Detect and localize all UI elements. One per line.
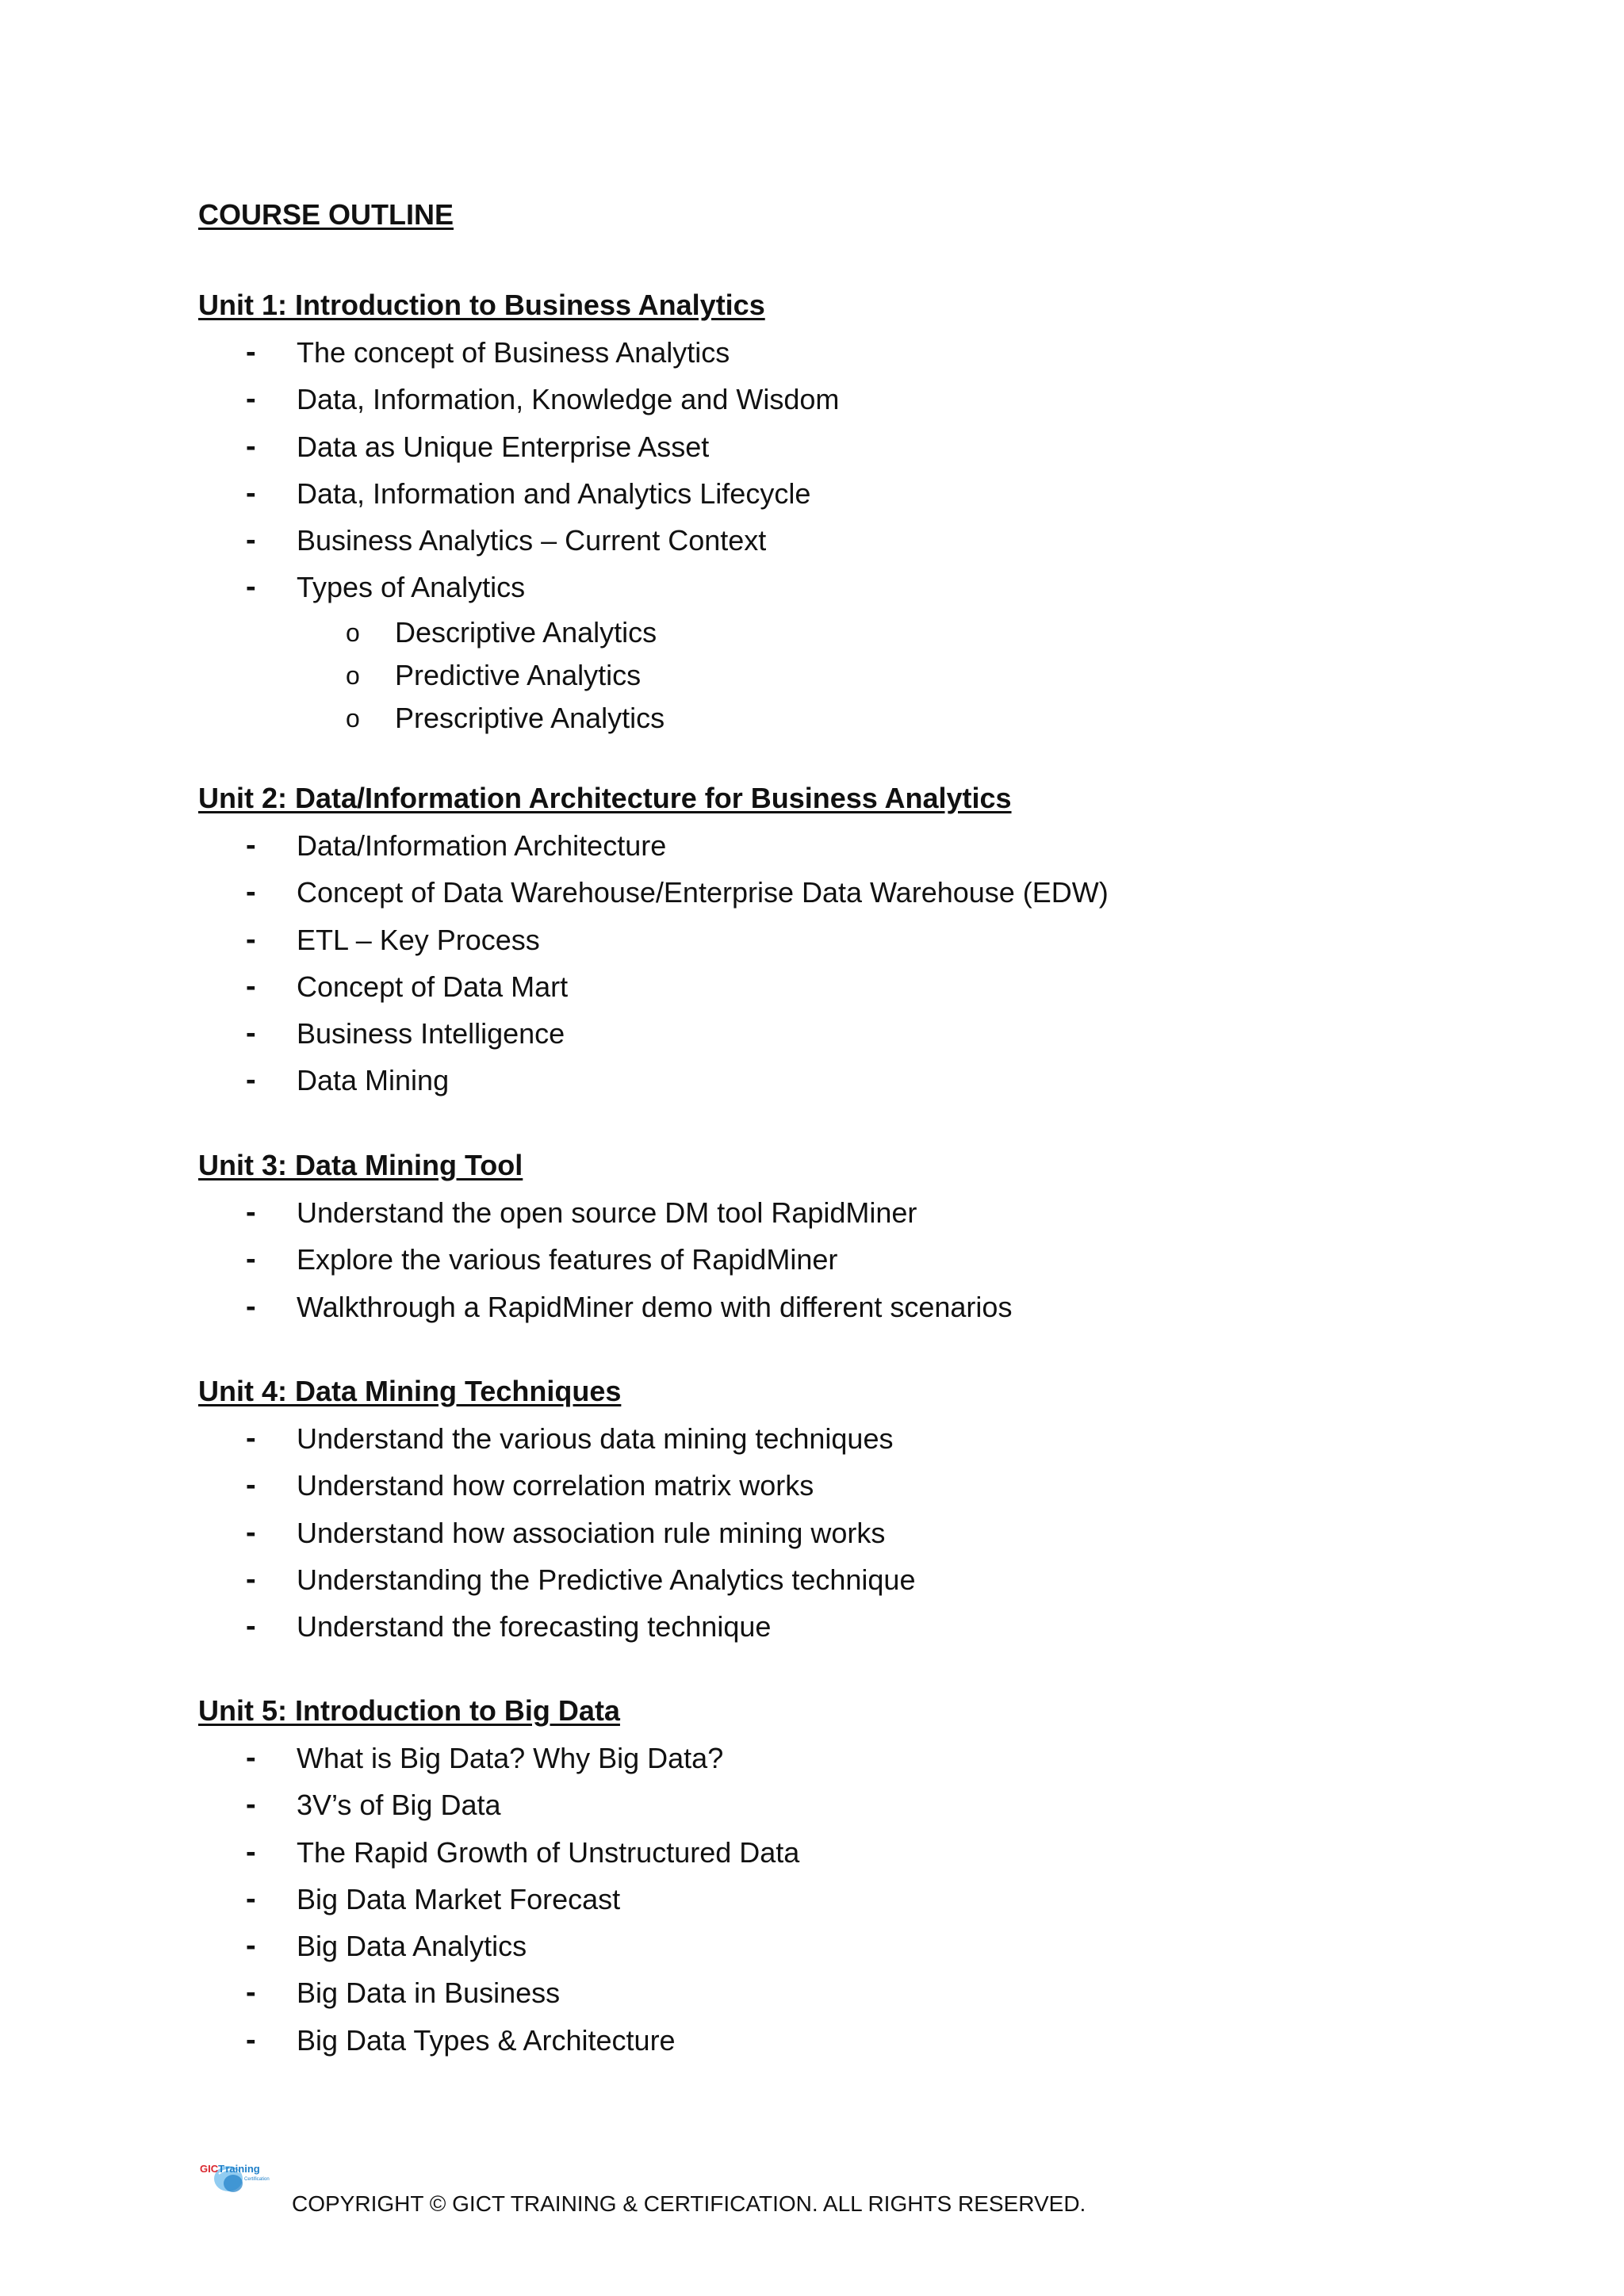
page-title: COURSE OUTLINE bbox=[198, 198, 454, 231]
unit-5 bbox=[198, 1687, 1467, 2064]
dash-bullet-icon: - bbox=[246, 969, 256, 1003]
list-item-text: Big Data Types & Architecture bbox=[297, 2023, 676, 2057]
list-item-text: Big Data in Business bbox=[297, 1976, 561, 2010]
list-item-text: Data, Information and Analytics Lifecycle bbox=[297, 476, 811, 510]
list-item-text: Big Data Analytics bbox=[297, 1930, 527, 1963]
list-item bbox=[198, 1876, 1467, 1923]
unit-heading: Unit 3: Data Mining Tool bbox=[198, 1149, 523, 1181]
dash-bullet-icon: - bbox=[246, 1741, 256, 1774]
dash-bullet-icon: - bbox=[246, 875, 256, 909]
list-item bbox=[198, 423, 1467, 470]
list-item bbox=[198, 1556, 1467, 1603]
list-item bbox=[198, 517, 1467, 564]
dash-bullet-icon: - bbox=[246, 1016, 256, 1050]
dash-bullet-icon: - bbox=[246, 1976, 256, 2010]
bullet-list bbox=[198, 1735, 1467, 2064]
dash-bullet-icon: - bbox=[246, 523, 256, 557]
list-item-text: Understand the open source DM tool RapidMiner bbox=[297, 1196, 917, 1229]
list-item bbox=[198, 1462, 1467, 1509]
list-item-text: 3V’s of Big Data bbox=[297, 1789, 501, 1822]
dash-bullet-icon: - bbox=[246, 1196, 256, 1229]
list-item-text: The concept of Business Analytics bbox=[297, 336, 730, 369]
copyright-notice: COPYRIGHT © GICT TRAINING & CERTIFICATION. ALL RIGHTS RESERVED. bbox=[292, 2191, 1086, 2216]
sub-list-item bbox=[198, 611, 1467, 654]
dash-bullet-icon: - bbox=[246, 828, 256, 862]
list-item-text: Understand the various data mining techniques bbox=[297, 1422, 894, 1455]
list-item bbox=[198, 1057, 1467, 1104]
unit-heading: Unit 5: Introduction to Big Data bbox=[198, 1694, 620, 1727]
dash-bullet-icon: - bbox=[246, 1242, 256, 1276]
dash-bullet-icon: - bbox=[246, 1515, 256, 1549]
list-item-text: Business Analytics – Current Context bbox=[297, 524, 767, 557]
sub-list-item-text: Predictive Analytics bbox=[395, 658, 642, 691]
dash-bullet-icon: - bbox=[246, 1422, 256, 1455]
dash-bullet-icon: - bbox=[246, 570, 256, 604]
list-item bbox=[198, 1781, 1467, 1828]
list-item bbox=[198, 1415, 1467, 1462]
circle-bullet-icon: o bbox=[346, 618, 360, 647]
dash-bullet-icon: - bbox=[246, 1788, 256, 1822]
list-item-text: Walkthrough a RapidMiner demo with different scenarios bbox=[297, 1290, 1013, 1323]
list-item bbox=[198, 1189, 1467, 1236]
bullet-list bbox=[198, 1415, 1467, 1650]
list-item bbox=[198, 869, 1467, 916]
list-item bbox=[198, 1510, 1467, 1556]
dash-bullet-icon: - bbox=[246, 1609, 256, 1644]
dash-bullet-icon: - bbox=[246, 1468, 256, 1502]
page-footer bbox=[198, 2153, 1467, 2233]
list-item-text: Big Data Market Forecast bbox=[297, 1882, 621, 1915]
list-item-text: Concept of Data Warehouse/Enterprise Data Warehouse (EDW) bbox=[297, 876, 1109, 909]
unit-heading: Unit 1: Introduction to Business Analytics bbox=[198, 289, 765, 321]
dash-bullet-icon: - bbox=[246, 1835, 256, 1869]
dash-bullet-icon: - bbox=[246, 1929, 256, 1963]
circle-bullet-icon: o bbox=[346, 703, 360, 733]
list-item-text: What is Big Data? Why Big Data? bbox=[297, 1742, 724, 1774]
list-item bbox=[198, 1236, 1467, 1283]
list-item bbox=[198, 1010, 1467, 1057]
unit-4 bbox=[198, 1368, 1467, 1650]
dash-bullet-icon: - bbox=[246, 382, 256, 416]
dash-bullet-icon: - bbox=[246, 922, 256, 956]
list-item bbox=[198, 963, 1467, 1010]
list-item-text: Explore the various features of RapidMiner bbox=[297, 1243, 838, 1276]
bullet-list bbox=[198, 822, 1467, 1104]
dash-bullet-icon: - bbox=[246, 2022, 256, 2057]
list-item bbox=[198, 376, 1467, 423]
circle-bullet-icon: o bbox=[346, 660, 360, 690]
unit-heading: Unit 4: Data Mining Techniques bbox=[198, 1375, 622, 1407]
list-item bbox=[198, 470, 1467, 517]
list-item-text: Business Intelligence bbox=[297, 1017, 565, 1050]
sub-bullet-list bbox=[198, 611, 1467, 740]
dash-bullet-icon: - bbox=[246, 476, 256, 510]
list-item-text: Understanding the Predictive Analytics technique bbox=[297, 1563, 916, 1596]
unit-2 bbox=[198, 775, 1467, 1104]
list-item-text: Data/Information Architecture bbox=[297, 829, 667, 862]
list-item bbox=[198, 1923, 1467, 1969]
list-item bbox=[198, 1969, 1467, 2016]
logo-subtext: Certification bbox=[244, 2177, 270, 2182]
sub-list-item-text: Descriptive Analytics bbox=[395, 615, 657, 649]
list-item-text: Data Mining bbox=[297, 1064, 450, 1097]
list-item-text: Data as Unique Enterprise Asset bbox=[297, 430, 710, 463]
sub-list-item bbox=[198, 654, 1467, 697]
dash-bullet-icon: - bbox=[246, 1289, 256, 1323]
dash-bullet-icon: - bbox=[246, 1063, 256, 1097]
list-item-text: Data, Information, Knowledge and Wisdom bbox=[297, 383, 840, 416]
list-item bbox=[198, 1829, 1467, 1876]
dash-bullet-icon: - bbox=[246, 429, 256, 463]
sub-list-item-text: Prescriptive Analytics bbox=[395, 701, 665, 734]
list-item bbox=[198, 1735, 1467, 1781]
dash-bullet-icon: - bbox=[246, 1562, 256, 1596]
list-item bbox=[198, 1284, 1467, 1330]
list-item bbox=[198, 564, 1467, 610]
list-item bbox=[198, 822, 1467, 869]
list-item bbox=[198, 2017, 1467, 2064]
list-item bbox=[198, 329, 1467, 376]
bullet-list bbox=[198, 1189, 1467, 1330]
list-item-text: Understand the forecasting technique bbox=[297, 1610, 772, 1644]
list-item-text: The Rapid Growth of Unstructured Data bbox=[297, 1835, 800, 1869]
unit-heading: Unit 2: Data/Information Architecture for Business Analytics bbox=[198, 782, 1012, 814]
gict-logo bbox=[198, 2153, 285, 2201]
list-item-text: ETL – Key Process bbox=[297, 923, 540, 956]
logo-wordmark: GICT raining bbox=[200, 2163, 260, 2175]
bullet-list bbox=[198, 329, 1467, 611]
unit-3 bbox=[198, 1142, 1467, 1330]
sub-list-item bbox=[198, 697, 1467, 740]
dash-bullet-icon: - bbox=[246, 1881, 256, 1915]
list-item bbox=[198, 1603, 1467, 1650]
list-item-text: Understand how correlation matrix works bbox=[297, 1469, 814, 1502]
list-item bbox=[198, 916, 1467, 963]
unit-1 bbox=[198, 281, 1467, 740]
list-item-text: Understand how association rule mining works bbox=[297, 1516, 886, 1549]
dash-bullet-icon: - bbox=[246, 335, 256, 369]
list-item-text: Concept of Data Mart bbox=[297, 970, 569, 1003]
list-item-text: Types of Analytics bbox=[297, 571, 526, 604]
